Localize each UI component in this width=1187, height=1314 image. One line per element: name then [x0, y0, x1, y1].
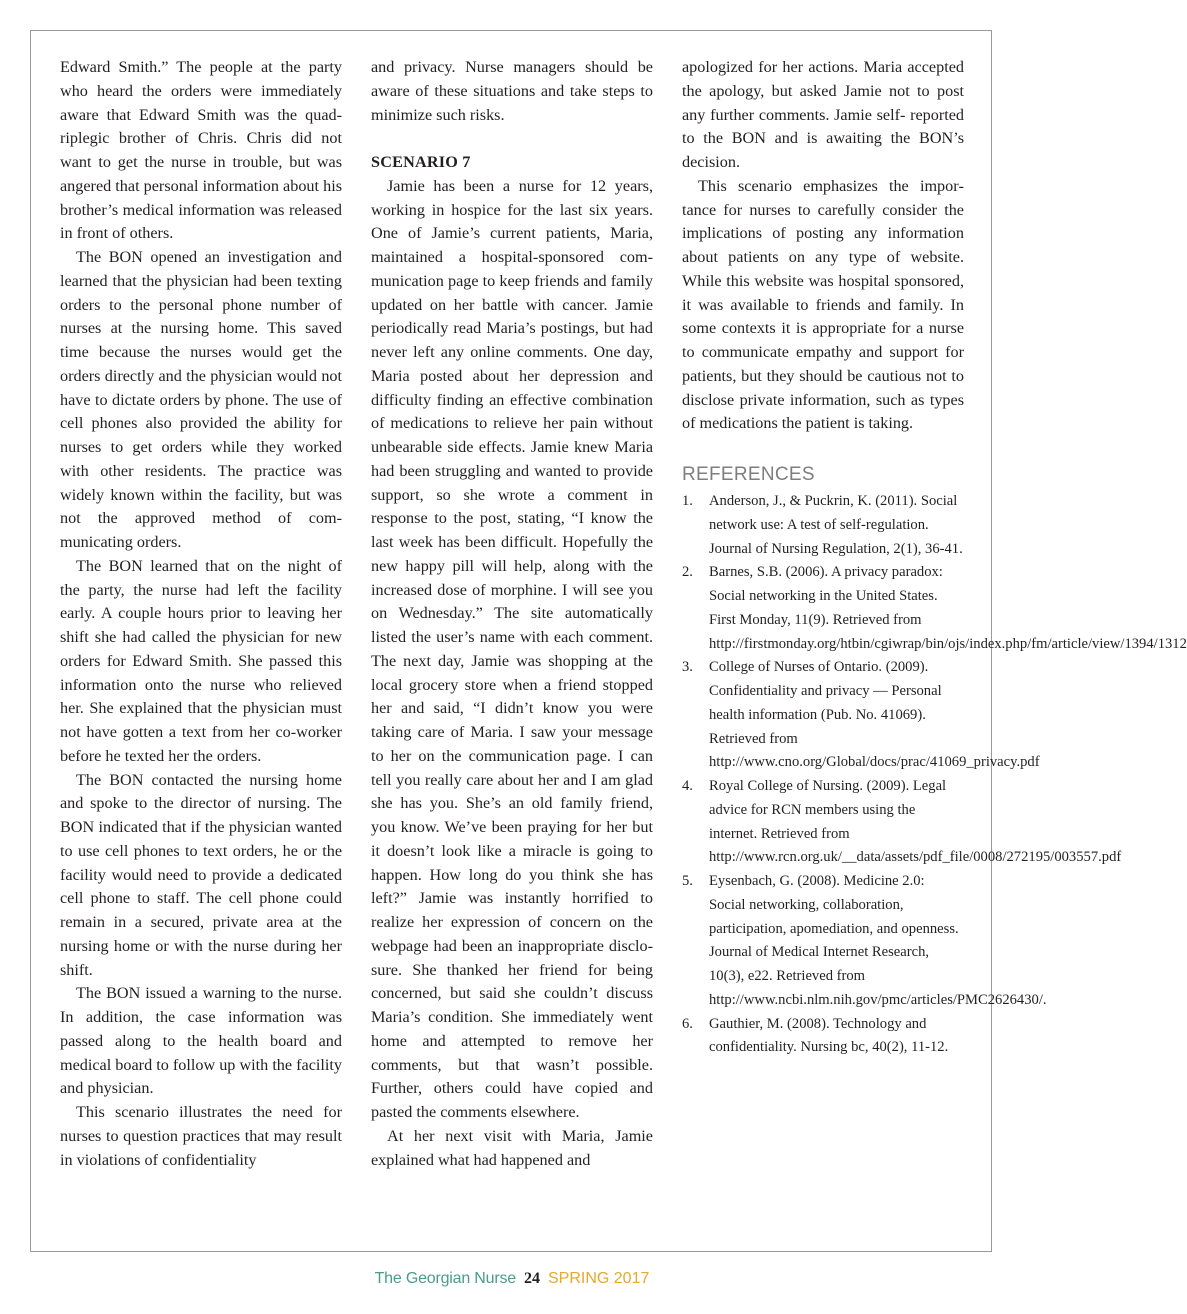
- column-2: [371, 56, 653, 1172]
- reference-item: 6. Gauthier, M. (2008). Technology and confidentiality. Nursing bc, 40(2), 11-12.: [682, 1015, 949, 1056]
- references-list: [682, 490, 1187, 1060]
- page-footer: [0, 1268, 1024, 1290]
- reference-item: 5. Eysenbach, G. (2008). Medicine 2.0: Social networking, collaboration, participation, apomediation, and openness. Journal of Medical Internet Research, 10(3), e22. Retrieved from http://www.ncbi.nlm.nih.gov/pmc/articles/PMC2626430/.: [682, 873, 1047, 1008]
- paragraph: At her next visit with Maria, Jamie explained what had happened and: [371, 1126, 653, 1169]
- paragraph: This scenario illustrates the need for nurses to question practices that may result in violations of confidentiality: [60, 1103, 342, 1169]
- reference-item: 2. Barnes, S.B. (2006). A privacy paradox: Social networking in the United States. First Monday, 11(9). Retrieved from http://firstmonday.org/htbin/cgiwrap/bin/ojs/index.php/fm/article/view/1394/1312: [682, 564, 1187, 652]
- column-3: [682, 56, 1187, 1060]
- page-number: 24: [523, 1270, 540, 1287]
- paragraph: This scenario emphasizes the importance for nurses to carefully consider the implications of posting any information about patients on any type of website. While this website was hospital sponsored, it was available to friends and family. In some contexts it is appropriate for a nurse to communicate empathy and support for patients, but they should be cautious not to disclose private information, such as types of medications the patient is taking.: [682, 176, 964, 433]
- paragraph: apologized for her actions. Maria accepted the apology, but asked Jamie not to post any further comments. Jamie self- reported to the BON and is awaiting the BON’s decision.: [682, 58, 964, 171]
- paragraph: Jamie has been a nurse for 12 years, working in hospice for the last six years. One of Jamie’s current patients, Maria, maintained a hospital-sponsored communication page to keep friends and family updated on her battle with cancer. Jamie periodically read Maria’s postings, but had never left any online comments. One day, Maria posted about her depression and difficulty finding an effective combination of medications to relieve her pain without unbearable side effects. Jamie knew Maria had been struggling and wanted to provide support, so she wrote a comment in response to the post, stating, “I know the last week has been difficult. Hopefully the new happy pill will help, along with the increased dose of morphine. I will see you on Wednesday.” The site automatically listed the user’s name with each comment. The next day, Jamie was shopping at the local grocery store when a friend stopped her and said, “I didn’t know you were taking care of Maria. I saw your message to her on the communication page. I can tell you really care about her and I am glad she has you. She’s an old family friend, you know. We’ve been praying for her but it doesn’t look like a miracle is going to happen. How long do you think she has left?” Jamie was instantly horrified to realize her expression of concern on the webpage had been an inappropriate disclosure. She thanked her friend for being concerned, but said she couldn’t discuss Maria’s condition. She immediately went home and attempted to remove her comments, but that wasn’t possible. Further, others could have copied and pasted the comments elsewhere.: [371, 176, 653, 1121]
- paragraph: The BON issued a warning to the nurse. In addition, the case information was passed along to the health board and medical board to follow up with the facility and physician.: [60, 984, 342, 1098]
- column-1: [60, 56, 342, 1172]
- paragraph: The BON learned that on the night of the party, the nurse had left the facility early. A couple hours prior to leaving her shift she had called the physician for new orders for Edward Smith. She passed this information onto the nurse who relieved her. She explained that the physician must not have gotten a text from her co-worker before he texted her the orders.: [60, 556, 342, 765]
- issue-label: SPRING 2017: [547, 1270, 650, 1287]
- magazine-title: The Georgian Nurse: [374, 1270, 516, 1287]
- reference-item: 1. Anderson, J., & Puckrin, K. (2011). Social network use: A test of self-regulation. Journal of Nursing Regulation, 2(1), 36-41.: [682, 493, 963, 557]
- paragraph: The BON contacted the nursing home and spoke to the director of nursing. The BON indicated that if the physician wanted to use cell phones to text orders, he or the facility would need to provide a dedicated cell phone to staff. The cell phone could remain in a secured, private area at the nursing home or with the nurse during her shift.: [60, 770, 342, 979]
- scenario-heading: SCENARIO 7: [371, 153, 471, 171]
- reference-item: 4. Royal College of Nursing. (2009). Legal advice for RCN members using the internet. Retrieved from http://www.rcn.org.uk/__data/assets/pdf_file/0008/272195/003557.pdf: [682, 778, 1122, 866]
- paragraph: The BON opened an investigation and learned that the physician had been texting orders to the personal phone number of nurses at the nursing home. This saved time because the nurses would get the orders directly and the physician would not have to dictate orders by phone. The use of cell phones also provided the ability for nurses to get orders while they worked with other residents. The practice was widely known within the facility, but was not the approved method of communicating orders.: [60, 248, 342, 551]
- paragraph: Edward Smith.” The people at the party who heard the orders were immediately aware that Edward Smith was the quadriplegic brother of Chris. Chris did not want to get the nurse in trouble, but was angered that personal information about his brother’s medical information was released in front of others.: [60, 58, 342, 243]
- paragraph: and privacy. Nurse managers should be aware of these situations and take steps to minimize such risks.: [371, 58, 653, 124]
- references-heading: REFERENCES: [682, 464, 815, 485]
- reference-item: 3. College of Nurses of Ontario. (2009). Confidentiality and privacy — Personal health information (Pub. No. 41069). Retrieved from http://www.cno.org/Global/docs/prac/41069_privacy.pdf: [682, 659, 1040, 771]
